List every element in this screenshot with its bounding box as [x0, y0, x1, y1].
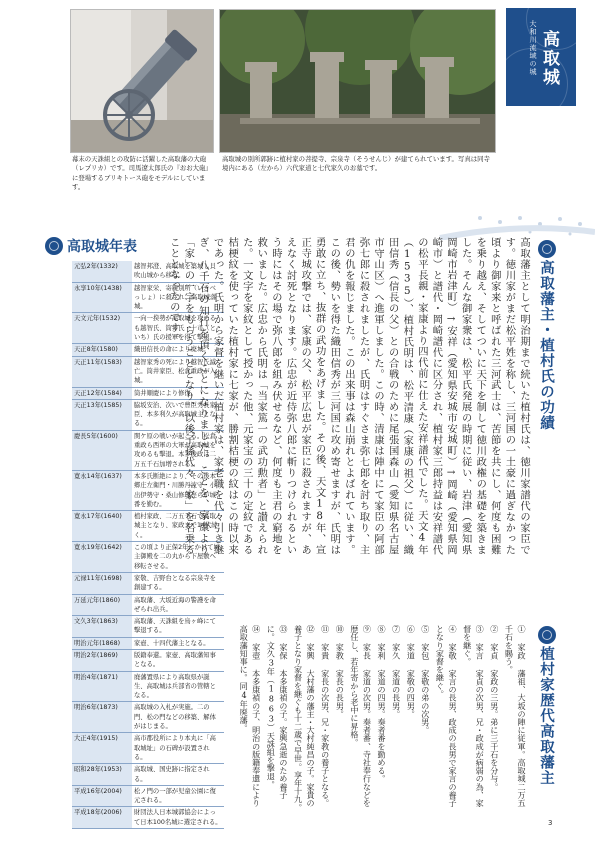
- chronology-event: 高市郡役所により本丸に「高取城址」の石碑が設置される。: [132, 733, 224, 764]
- chronology-row: [72, 594, 224, 616]
- chronology-year: 元禄11年(1698): [72, 572, 132, 594]
- graves-illustration: [220, 10, 495, 152]
- lineage-item: ③ 家言 家貞の次男、兄・政成が病弱の為、家督を継ぐ。: [462, 625, 486, 807]
- lineage-heading-icon: [538, 626, 556, 644]
- chronology-event: この頃より正保2年にかけて城主御殿を二の丸から下屋敷へ移転させる。: [132, 542, 224, 573]
- chronology-row: [72, 671, 224, 702]
- chronology-event: 越智家栄、寄親別所（いきべっしょ）に殺され、高取城落城。: [132, 282, 224, 313]
- lineage-item: ② 家貞 家政の三男。弟に三千石を分与。: [489, 625, 500, 791]
- chronology-year: 万延元年(1860): [72, 594, 132, 616]
- chronology-event: 植村家政、二万五千石で高取城主となり、家政まで14代続く。: [132, 511, 224, 542]
- title-box-title: 高取城: [539, 30, 559, 87]
- lineage-item: ⑭ 家壺 本多康禎の子、明治の版籍奉還により高取藩知事に。同4年廃藩。: [239, 625, 262, 807]
- lineage-item: ⑫ 家興 大村藩の藩主・大村純昌の子。家貴の養子となり家督を継ぐも十二歳で早世。享年十九。: [293, 625, 317, 812]
- chronology-year: 平成18年(2006): [72, 807, 132, 829]
- lineage-item: ④ 家敬 家言の長男、政成の長男で家言の養子となり家督を継ぐ。: [435, 625, 459, 807]
- chronology-year: 明治6年(1873): [72, 702, 132, 733]
- lineage-item: ① 家政 藩祖、大坂の陣に従軍。高取城二万五千石を賜う。: [504, 625, 527, 807]
- chronology-event: 越智家秀の死により越智氏滅亡。筒井家臣、松倉重政が入城。: [132, 356, 224, 387]
- lineage-heading: 植村家歴代高取藩主: [538, 646, 554, 786]
- lineage-item: ⑨ 家長 家道の次男。奏者番、寺社奉行などを歴任し、若年寄から老中に昇格。: [349, 625, 373, 807]
- chronology-year: 文久3年(1863): [72, 616, 132, 638]
- lineage-item: ⑩ 家教 家長の長男。: [335, 625, 346, 718]
- graves-photo: [219, 9, 496, 153]
- chronology-heading: 高取城年表: [67, 239, 137, 255]
- chronology-year: 寛永14年(1637): [72, 470, 132, 510]
- chronology-row: [72, 572, 224, 594]
- chronology-event: 本多氏断絶により、その後本郷庄左衛門・川勝丹波守・小出伊勢守・桑山修理亮らが城番を勤む。: [132, 470, 224, 510]
- lineage-item: ⑥ 家道 家敬の四男。: [406, 625, 417, 718]
- chronology-year: 平成16年(2004): [72, 785, 132, 807]
- chronology-event: 一向一揆勢が高取城を攻めるも越智氏、筒井氏・十市（といち）氏の援軍を得て撃退。: [132, 313, 224, 344]
- lineage-item: ⑤ 家包 家敬の弟の次男。: [420, 625, 431, 735]
- chronology-year: 明治2年(1869): [72, 649, 132, 671]
- chronology-event: 家壺、十四代藩主となる。: [132, 637, 224, 649]
- chronology-row: [72, 785, 224, 807]
- chronology-row: [72, 702, 224, 733]
- lineage-item: ⑦ 家久 家道の長男。: [391, 625, 402, 718]
- main-article-text: 高取藩主として明治期まで続いた植村氏は、徳川家譜代の家臣です。徳川家がまだ松平姓を称し、三河国の一土豪に過ぎなかった頃より御家来と呼ばれた三河武士は、苦節を共にし、何度も困難を乗り越え、そしてついに天下を制して徳川政権の基礎を築きました。そんな御家衆は、松平氏発展の時期に従い、岩津（愛知県岡崎市岩津町）→安祥（愛知県安城市安城町）→岡崎（愛知県岡崎市）と譜代・岡崎譜代に区分され、植村家三郎持益は安祥譜代の松平長親・家康より四代前に仕えた安祥譜代でした。天文4年（1535）、植村氏明は、松平清康（家康の祖父）に従い、織田信秀（信長の父）との合戦のために尾張国森山（愛知県名古屋市守山区）へ進軍しました。この時、清康は陣中にて家臣の阿部弥七郎に殺されましたが、氏明はすぐさま弥七郎を討ち取り、主君の仇を報じました。この出来事は森山崩れとよばれています。この後、勢いを得た織田信秀が三河国に攻め寄せますが、氏明は勇敢に立ち、抜群の武功をあげました。その後、天文18年、宣正寺城攻撃では、家康の父、松平広忠が家臣に殺されますが、あえなく討死となります。広忠が近侍弥八郎に斬りつけられるという時にはその場で弥八郎を組み伏せるなど、何度も主君の窮地を救いました。広忠から氏明は「当家篤一の武功勲者」と讃えられた。一文字を家紋として授かった他、元家宝の三十の定紋である桔梗紋を使っていた植村家に七家が、勝割桔梗の紋はこの時以来であった。氏明から家督を継いだ植村家は、家老職を代々引き継ぎ、八千石の知行を頂くことになりました。ことを、家康より「家」の一字をもらうこととなり、以後子孫代々「家」を名乗ることとなったのです。: [167, 237, 530, 555]
- cannon-caption: 幕末の天誅組との攻防に活躍した高取藩の大砲（レプリカ）です。司馬遼太郎氏の『おお大砲』に登場するブリキトース砲をモデルにしています。: [72, 155, 212, 192]
- chronology-event: 松ノ門の一部が児童公園に復元される。: [132, 785, 224, 807]
- graves-caption: 高取城の別所郭跡に植村家の菩提寺、宗泉寺（そうせんじ）が建てられています。写真は同寺境内にある（左から）六代家道と七代家久のお墓です。: [222, 155, 490, 173]
- chronology-event: 高取藩、大坂近海の警護を命ぜられ出兵。: [132, 594, 224, 616]
- chronology-row: [72, 733, 224, 764]
- cannon-photo: [70, 9, 214, 153]
- chronology-event: 筒井順慶により修復。: [132, 387, 224, 399]
- chronology-event: 高取城、国史跡に指定される。: [132, 764, 224, 786]
- chronology-event: 廃藩置県により高取県が誕生、高取城は兵部省の管轄となる。: [132, 671, 224, 702]
- chronology-row: [72, 637, 224, 649]
- chronology-year: 寛永17年(1640): [72, 511, 132, 542]
- chronology-year: 元弘2年(1332): [72, 261, 132, 282]
- chronology-year: 大正4年(1915): [72, 733, 132, 764]
- chronology-year: 天文元年(1532): [72, 313, 132, 344]
- chronology-event: 脇坂安治、次いで豊臣秀長家臣、本多利久が高取城主となる。: [132, 399, 224, 430]
- chronology-event: 家敬、吉野台となる宗泉寺を創建する。: [132, 572, 224, 594]
- chronology-year: 寛永19年(1642): [72, 542, 132, 573]
- cannon-illustration: [71, 10, 213, 152]
- chronology-year: 天正13年(1585): [72, 399, 132, 430]
- chronology-event: 関ケ原の戦いが起こる。松倉重政ら西軍の大軍が高取城を攻めるも撃退。本多俊政は二万五千石加増される。: [132, 430, 224, 470]
- lineage-item: ⑧ 家利 家道の四男。奏者番を勤める。: [377, 625, 388, 783]
- chronology-event: 版籍奉還。家壺、高取藩知事となる。: [132, 649, 224, 671]
- chronology-event: 織田信長の命により廃城。: [132, 344, 224, 356]
- main-heading-icon: [538, 240, 556, 258]
- chronology-event: 高取藩、天誅組を鳥ヶ峰にて撃退する。: [132, 616, 224, 638]
- castle-title-box: [506, 8, 576, 106]
- page-number: 3: [548, 819, 553, 827]
- title-box-subtitle: 大和川流域の城: [529, 20, 537, 76]
- main-heading: 高取藩主・植村氏の功績: [538, 260, 554, 431]
- chronology-row: [72, 764, 224, 786]
- lineage-item: ⑬ 家保 本多康禎の子。家興急逝のため養子に。文久3年（1863）天誅組を撃退。: [266, 625, 289, 799]
- chronology-event: 財団法人日本城郭協会によって日本100名城に選定される。: [132, 807, 224, 829]
- chronology-row: [72, 807, 224, 829]
- chronology-event: 高取城の入札が実施。二の門、松の門などの移築、解体がはじまる。: [132, 702, 224, 733]
- chronology-heading-icon: [45, 237, 63, 255]
- lineage-item: ⑪ 家貴 家長の次男、兄・家教の養子となる。: [320, 625, 331, 807]
- chronology-year: 慶長5年(1600): [72, 430, 132, 470]
- chronology-year: 明治4年(1871): [72, 671, 132, 702]
- chronology-year: 天正11年(1583): [72, 356, 132, 387]
- lineage-list: [238, 625, 528, 815]
- chronology-event: 越智邦澄、高取城を築城し貝吹山城から移る。: [132, 261, 224, 282]
- chronology-year: 天正8年(1580): [72, 344, 132, 356]
- chronology-year: 昭和28年(1953): [72, 764, 132, 786]
- chronology-year: 明治元年(1868): [72, 637, 132, 649]
- chronology-row: [72, 649, 224, 671]
- chronology-year: 天正12年(1584): [72, 387, 132, 399]
- chronology-year: 永享10年(1438): [72, 282, 132, 313]
- chronology-row: [72, 616, 224, 638]
